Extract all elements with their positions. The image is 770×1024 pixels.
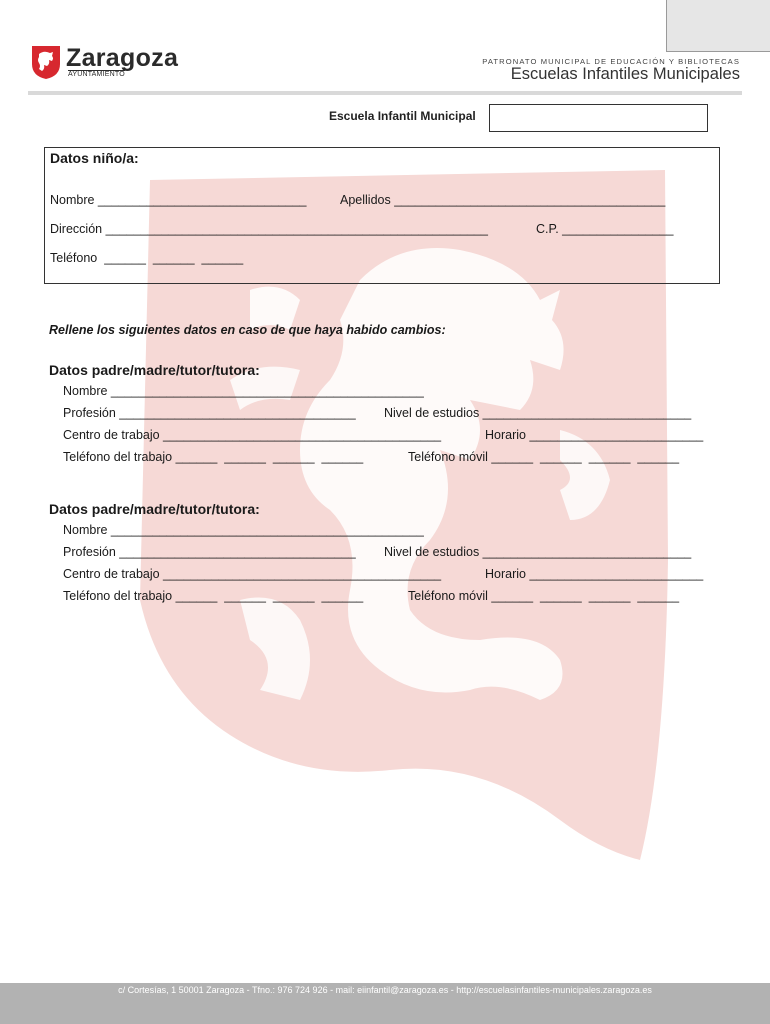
logo-name: Zaragoza xyxy=(66,44,179,72)
child-nombre-field[interactable]: Nombre ______________________________ xyxy=(50,193,307,207)
parent1-section-title: Datos padre/madre/tutor/tutora: xyxy=(49,362,260,378)
parent1-horario-field[interactable]: Horario _________________________ xyxy=(485,428,704,442)
instructions-text: Rellene los siguientes datos en caso de que haya habido cambios: xyxy=(49,323,446,337)
parent1-nombre-field[interactable]: Nombre _____________________________________________ xyxy=(63,384,424,398)
parent2-horario-field[interactable]: Horario _________________________ xyxy=(485,567,704,581)
school-label: Escuela Infantil Municipal xyxy=(329,109,476,123)
parent2-section-title: Datos padre/madre/tutor/tutora: xyxy=(49,501,260,517)
page-title: Escuelas Infantiles Municipales xyxy=(510,65,740,83)
parent1-profesion-field[interactable]: Profesión __________________________________ xyxy=(63,406,356,420)
header-rule xyxy=(28,91,742,95)
school-input[interactable] xyxy=(489,104,708,132)
logo-sub: AYUNTAMIENTO xyxy=(68,71,125,78)
patronato-label: PATRONATO MUNICIPAL DE EDUCACIÓN Y BIBLIOTECAS xyxy=(482,57,740,66)
parent1-tel-trabajo-field[interactable]: Teléfono del trabajo ______ ______ ______ ______ xyxy=(63,450,364,464)
parent1-centro-field[interactable]: Centro de trabajo ________________________________________ xyxy=(63,428,442,442)
corner-box xyxy=(666,0,770,52)
parent2-tel-movil-field[interactable]: Teléfono móvil ______ ______ ______ ______ xyxy=(408,589,680,603)
parent2-profesion-field[interactable]: Profesión __________________________________ xyxy=(63,545,356,559)
child-apellidos-field[interactable]: Apellidos _______________________________________ xyxy=(340,193,666,207)
child-telefono-field[interactable]: Teléfono ______ ______ ______ xyxy=(50,251,244,265)
parent2-centro-field[interactable]: Centro de trabajo ________________________________________ xyxy=(63,567,442,581)
child-cp-field[interactable]: C.P. ________________ xyxy=(536,222,674,236)
parent2-nivel-field[interactable]: Nivel de estudios ______________________________ xyxy=(384,545,692,559)
child-direccion-field[interactable]: Dirección _______________________________________________________ xyxy=(50,222,488,236)
child-section-title: Datos niño/a: xyxy=(50,150,139,166)
parent1-tel-movil-field[interactable]: Teléfono móvil ______ ______ ______ ______ xyxy=(408,450,680,464)
footer-text: c/ Cortesías, 1 50001 Zaragoza - Tfno.: 976 724 926 - mail: eiinfantil@zaragoza.es - http://escuelasinfantiles-municipales.zaragoza.es xyxy=(118,985,652,995)
zaragoza-lion-logo xyxy=(30,44,62,80)
parent2-nombre-field[interactable]: Nombre _____________________________________________ xyxy=(63,523,424,537)
parent2-tel-trabajo-field[interactable]: Teléfono del trabajo ______ ______ ______ ______ xyxy=(63,589,364,603)
parent1-nivel-field[interactable]: Nivel de estudios ______________________________ xyxy=(384,406,692,420)
